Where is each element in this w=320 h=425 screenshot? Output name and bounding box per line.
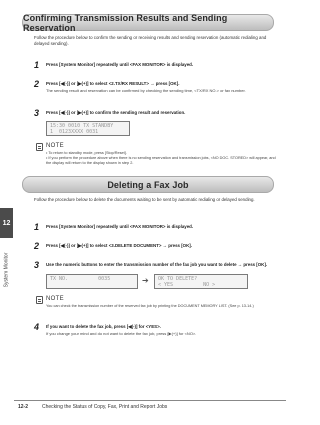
section-banner-confirming [22,14,274,31]
lcd-display-tx-no [46,274,138,289]
section-title: Deleting a Fax Job [107,179,189,190]
lcd-display-confirm [154,274,248,289]
note-title: NOTE [46,143,64,149]
step-number: 1 [34,60,40,70]
step-text: Press [◀(-)] or [▶(+)] to select <3.DELETE DOCUMENT> → press [OK]. [46,243,192,248]
step-number: 3 [34,108,40,118]
note-item: • To return to standby mode, press [Stop/Reset]. [46,151,127,155]
note-item: You can check the transmission number of the reserved fax job by printing the DOCUMENT MEMORY LIST. (See p. 13-14.) [46,304,254,308]
step-text: Press [System Monitor] repeatedly until <FAX MONITOR> is displayed. [46,62,194,67]
step-number: 1 [34,222,40,232]
page-number: 12-2 [18,404,29,410]
chapter-tab [0,208,13,238]
step-number: 4 [34,322,40,332]
footer-title: Checking the Status of Copy, Fax, Print and Report Jobs [42,404,168,410]
section-banner-deleting [22,176,274,193]
section-title: Confirming Transmission Results and Sending Reservation [23,12,228,33]
section-intro: Follow the procedure below to confirm the sending or receiving results and sending reservation (automatic redialing and delayed sending). [34,35,267,46]
lcd-line: OK TO DELETE? [158,276,198,282]
step-text: Use the numeric buttons to enter the transmission number of the fax job you want to delete → press [OK]. [46,262,268,267]
step-text: Press [◀(-)] or [▶(+)] to select <2.TX/RX RESULT> → press [OK]. [46,81,180,86]
lcd-display [46,121,130,136]
note-title: NOTE [46,296,64,302]
footer-divider [14,400,286,401]
step-subtext: The sending result and reservation can be confirmed by checking the sending time, <TX/RX NO.> or fax number. [46,88,246,93]
section-intro: Follow the procedure below to delete the documents waiting to be sent by automatic redialing or delayed sending. [34,197,255,202]
step-text: Press [System Monitor] repeatedly until <FAX MONITOR> is displayed. [46,224,194,229]
step-number: 2 [34,241,40,251]
step-number: 3 [34,260,40,270]
step-text: Press [◀(-)] or [▶(+)] to confirm the sending result and reservation. [46,110,186,115]
lcd-line: < YES NO > [158,282,216,288]
step-number: 2 [34,79,40,89]
note-icon [36,296,43,304]
step-subtext: If you change your mind and do not want to delete the fax job, press [▶(+)] for <NO>. [46,331,197,336]
lcd-line: 15:30 0010 TX STANDBY [50,123,114,129]
note-icon [36,143,43,151]
lcd-line: 1 0123XXXX 0031 [50,129,99,135]
note-item: • If you perform the procedure above when there is no sending reservation and transmission jobs, <NO DOC. STORED> will appear, and the display will return to the display shown in step 2. [46,156,276,165]
lcd-line: TX NO. 0035 [50,276,111,282]
step-text: If you want to delete the fax job, press [◀(-)] for <YES>. [46,324,161,329]
chapter-label: System Monitor [3,252,10,288]
chapter-number: 12 [2,219,11,227]
arrow-right-icon: ➔ [142,276,149,285]
